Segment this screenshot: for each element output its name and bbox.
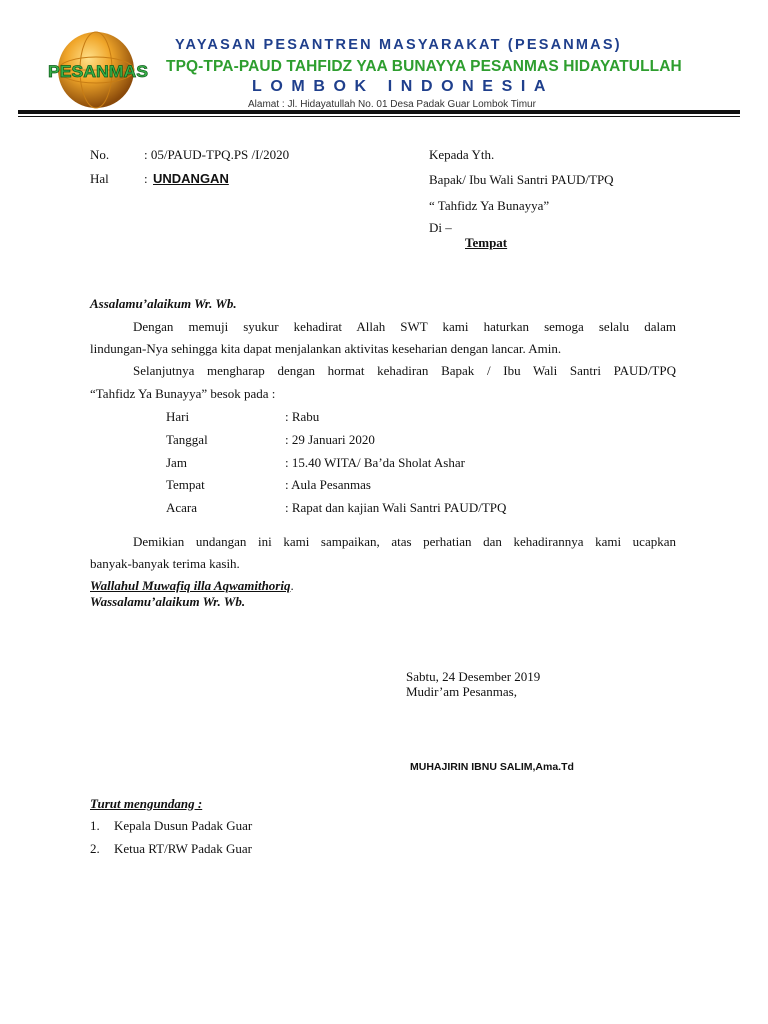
paragraph-2-cont: “Tahfidz Ya Bunayya” besok pada : [90,386,276,401]
cc-item-1: Kepala Dusun Padak Guar [114,818,253,833]
closing-line1: Wallahul Muwafiq illa Aqwamithoriq [90,578,291,593]
greeting: Assalamu’alaikum Wr. Wb. [90,296,237,311]
paragraph-2: Selanjutnya mengharap dengan hormat kehadiran Bapak / Ibu Wali Santri PAUD/TPQ [133,363,676,378]
recipient-place: Tempat [465,235,508,250]
cc-item-2-number: 2. [90,841,100,856]
org-name-line1: YAYASAN PESANTREN MASYARAKAT (PESANMAS) [175,37,622,53]
pesanmas-logo [46,28,150,110]
signature-name: MUHAJIRIN IBNU SALIM,Ama.Td [410,761,574,773]
detail-label-acara: Acara [166,500,198,515]
detail-value-tempat: : Aula Pesanmas [285,477,371,492]
paragraph-1: Dengan memuji syukur kehadirat Allah SWT kami haturkan semoga selalu dalam [133,319,676,334]
recipient-line2: Bapak/ Ibu Wali Santri PAUD/TPQ [429,172,614,187]
detail-label-hari: Hari [166,409,190,424]
detail-label-tanggal: Tanggal [166,432,208,447]
recipient-line3: “ Tahfidz Ya Bunayya” [429,198,550,213]
cc-item-2: Ketua RT/RW Padak Guar [114,841,252,856]
detail-value-jam: : 15.40 WITA/ Ba’da Sholat Ashar [285,455,465,470]
detail-label-tempat: Tempat [166,477,205,492]
org-address: Alamat : Jl. Hidayatullah No. 01 Desa Padak Guar Lombok Timur [248,99,536,110]
cc-item-1-number: 1. [90,818,100,833]
org-name-line2: TPQ-TPA-PAUD TAHFIDZ YAA BUNAYYA PESANMAS HIDAYATULLAH [166,58,682,75]
signature-title: Mudir’am Pesanmas, [406,684,517,699]
recipient-line1: Kepada Yth. [429,147,495,162]
org-name-line3: LOMBOK INDONESIA [252,78,555,95]
paragraph-3-cont: banyak-banyak terima kasih. [90,556,240,571]
paragraph-1-cont: lindungan-Nya sehingga kita dapat menjalankan aktivitas keseharian dengan lancar. Amin. [90,341,562,356]
hal-value: UNDANGAN [153,171,229,186]
no-value: : 05/PAUD-TPQ.PS /I/2020 [144,147,290,162]
detail-value-tanggal: : 29 Januari 2020 [285,432,375,447]
detail-label-jam: Jam [166,455,187,470]
paragraph-3: Demikian undangan ini kami sampaikan, atas perhatian dan kehadirannya kami ucapkan [133,534,676,549]
detail-value-hari: : Rabu [285,409,320,424]
hal-colon: : [144,171,148,186]
detail-value-acara: : Rapat dan kajian Wali Santri PAUD/TPQ [285,500,507,515]
letterhead-rule-thin [18,116,740,117]
cc-heading: Turut mengundang : [90,796,203,811]
closing-line1-dot: . [290,578,294,593]
letterhead-rule [18,110,740,114]
recipient-line4: Di – [429,220,452,235]
logo-text: PESANMAS [48,62,148,81]
signature-date: Sabtu, 24 Desember 2019 [406,669,541,684]
no-label: No. [90,147,110,162]
closing-line2: Wassalamu’alaikum Wr. Wb. [90,594,246,609]
hal-label: Hal [90,171,109,186]
